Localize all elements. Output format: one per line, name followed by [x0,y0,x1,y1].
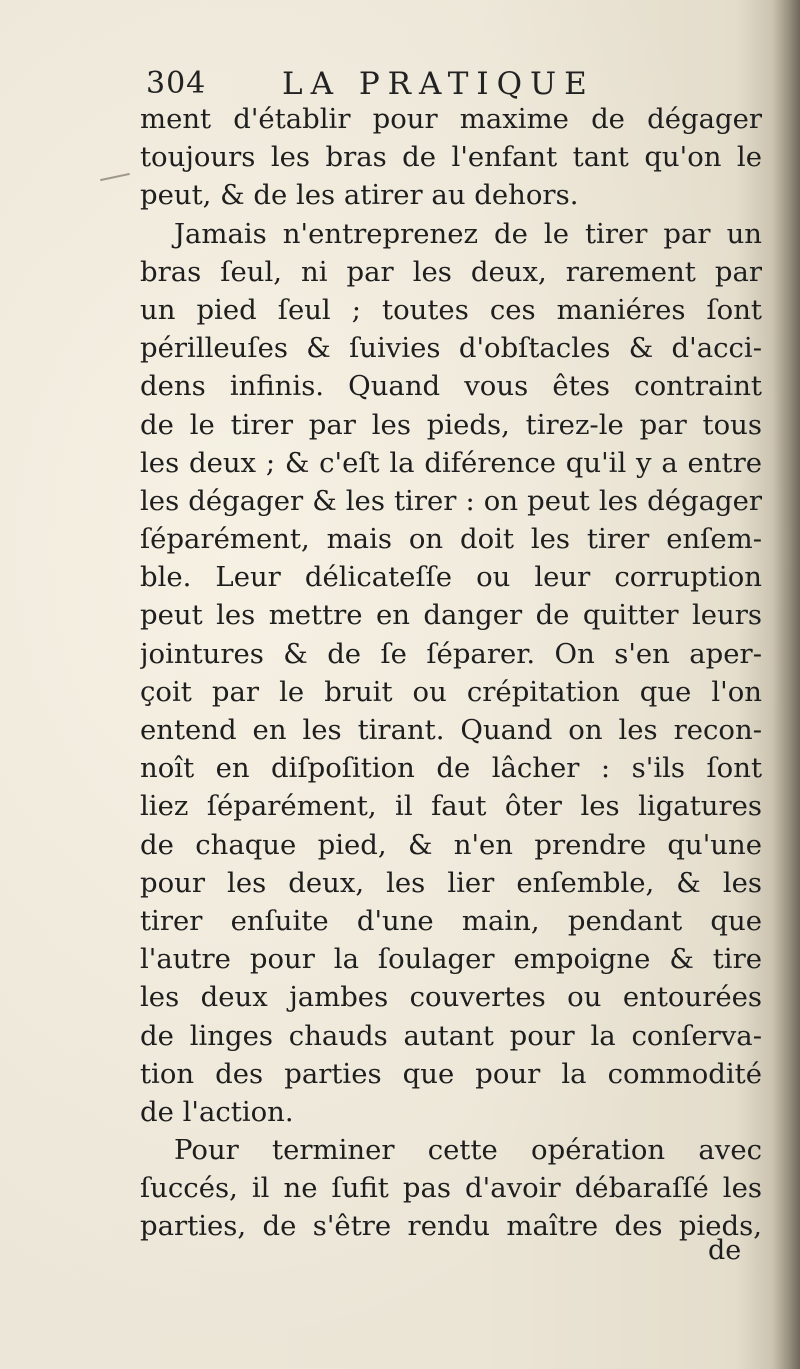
text-line: dens infinis. Quand vous êtes contraint [140,370,762,403]
text-line: les deux ; & c'eſt la diférence qu'il y a entre [140,446,762,479]
text-line: ſuccés, il ne ſufit pas d'avoir débaraſſé les [140,1172,762,1205]
page-edge-shadow [772,0,800,1369]
text-line: les dégager & les tirer : on peut les dégager [140,484,762,517]
text-line: de chaque pied, & n'en prendre qu'une [140,828,762,861]
catchword: de [708,1235,742,1266]
margin-pen-mark [100,173,130,181]
text-line: un pied ſeul ; toutes ces maniéres ſont [140,293,762,326]
paragraph-start-line: Pour terminer cette opération avec [174,1134,762,1167]
text-line: tirer enſuite d'une main, pendant que [140,904,762,937]
text-line: noît en diſpoſition de lâcher : s'ils ſont [140,752,762,785]
text-line: jointures & de ſe ſéparer. On s'en aper- [140,637,762,670]
text-line: peut les mettre en danger de quitter leurs [140,599,762,632]
text-line: de l'action. [140,1095,294,1128]
paragraph-start-line: Jamais n'entreprenez de le tirer par un [174,217,762,250]
text-line: les deux jambes couvertes ou entourées [140,981,762,1014]
text-line: tion des parties que pour la commodité [140,1057,762,1090]
text-line: ment d'établir pour maxime de dégager [140,103,762,135]
running-title: LA PRATIQUE [282,66,595,102]
text-line: ble. Leur délicateſſe ou leur corruption [140,561,762,594]
text-line: ſéparément, mais on doit les tirer enſem- [140,523,762,556]
text-line: de linges chauds autant pour la conſerva- [140,1019,762,1052]
text-line: entend en les tirant. Quand on les recon- [140,714,762,746]
text-line: liez ſéparément, il faut ôter les ligatures [140,790,762,823]
text-line: peut, & de les atirer au dehors. [140,179,579,212]
text-line: toujours les bras de l'enfant tant qu'on le [140,141,762,174]
text-line: de le tirer par les pieds, tirez-le par tous [140,408,762,441]
text-line: pour les deux, les lier enſemble, & les [140,866,762,899]
text-line: çoit par le bruit ou crépitation que l'on [140,675,762,708]
page-number: 304 [146,66,207,101]
text-line: l'autre pour la ſoulager empoigne & tire [140,943,762,976]
text-line: périlleuſes & ſuivies d'obſtacles & d'acci- [140,332,762,365]
text-line: parties, de s'être rendu maître des pieds, [140,1210,762,1243]
text-line: bras ſeul, ni par les deux, rarement par [140,255,762,288]
body-text [140,100,762,1246]
